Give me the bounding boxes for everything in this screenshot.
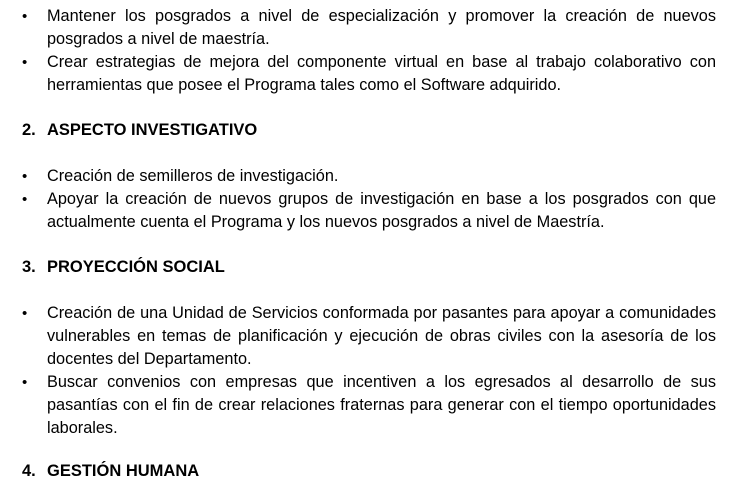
bullet-list (0, 165, 741, 234)
section-heading-investigativo (22, 119, 257, 142)
section-title: PROYECCIÓN SOCIAL (47, 258, 225, 276)
bullet-list (0, 302, 741, 440)
bullet-icon: • (22, 305, 28, 322)
bullet-icon: • (22, 191, 28, 208)
section-number: 3. (22, 258, 36, 276)
section-title: ASPECTO INVESTIGATIVO (47, 121, 258, 139)
bullet-text: Creación de semilleros de investigación. (47, 167, 339, 185)
section-heading-gestion (22, 460, 199, 483)
list-item (0, 5, 741, 51)
bullet-text: Buscar convenios con empresas que incentiven a los egresados al desarrollo de sus pasantías con el fin de crear relaciones fraternas para generar con el tiempo oportunidades laborales. (47, 373, 716, 437)
section-title: GESTIÓN HUMANA (47, 462, 200, 480)
bullet-icon: • (22, 8, 28, 25)
section-continuation (0, 5, 741, 97)
section-proyeccion (0, 302, 741, 440)
section-investigativo (0, 165, 741, 234)
bullet-text: Apoyar la creación de nuevos grupos de investigación en base a los posgrados con que actualmente cuenta el Programa y los nuevos posgrados a nivel de Maestría. (47, 190, 716, 231)
list-item (0, 51, 741, 97)
bullet-icon: • (22, 374, 28, 391)
bullet-text: Crear estrategias de mejora del componente virtual en base al trabajo colaborativo con herramientas que posee el Programa tales como el Software adquirido. (47, 53, 716, 94)
list-item (0, 371, 741, 440)
section-number: 4. (22, 462, 36, 480)
section-heading-proyeccion (22, 256, 225, 279)
list-item (0, 188, 741, 234)
list-item (0, 302, 741, 371)
list-item (0, 165, 741, 188)
bullet-icon: • (22, 54, 28, 71)
bullet-icon: • (22, 168, 28, 185)
bullet-text: Mantener los posgrados a nivel de especialización y promover la creación de nuevos posgrados a nivel de maestría. (47, 7, 716, 48)
section-number: 2. (22, 121, 36, 139)
bullet-list (0, 5, 741, 97)
bullet-text: Creación de una Unidad de Servicios conformada por pasantes para apoyar a comunidades vulnerables en temas de planificación y ejecución de obras civiles con la asesoría de los docentes del Departamento. (47, 304, 716, 368)
